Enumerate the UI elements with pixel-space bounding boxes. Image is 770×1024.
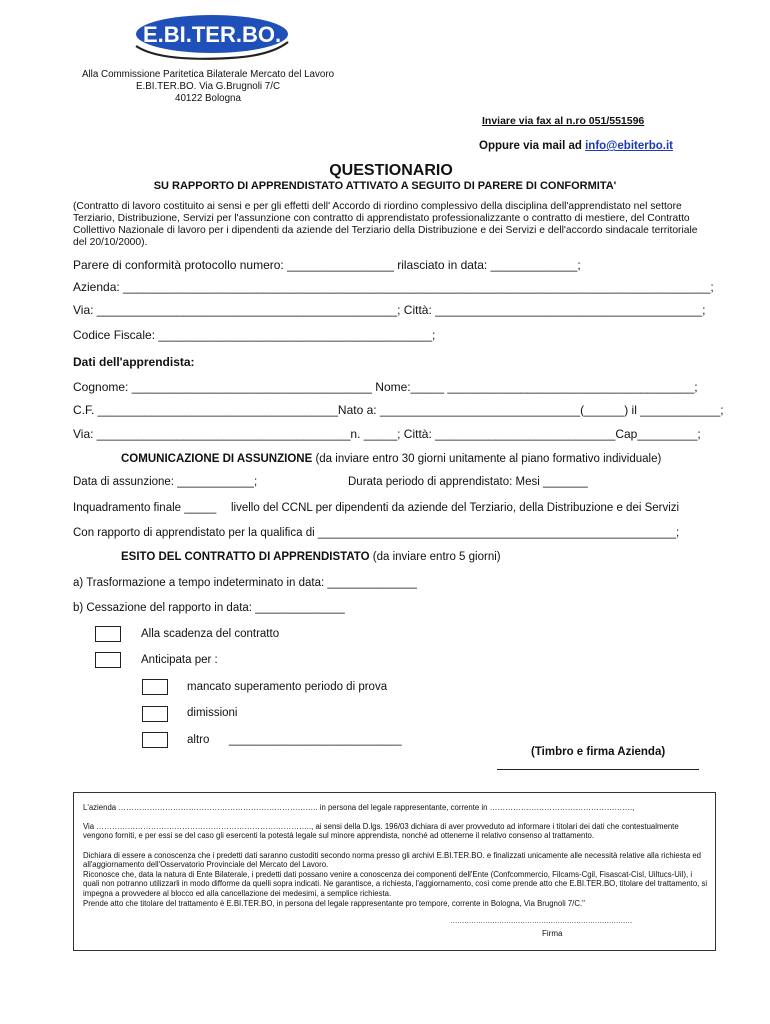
page-subtitle: SU RAPPORTO DI APPRENDISTATO ATTIVATO A SEGUITO DI PARERE DI CONFORMITA' bbox=[153, 180, 617, 192]
address-line-3: 40122 Bologna bbox=[175, 93, 241, 104]
azienda-field[interactable]: Azienda: ________________________________________________________________________________________; bbox=[73, 280, 714, 294]
firma-line[interactable]: …………………………………………………………………… bbox=[450, 916, 632, 925]
logo-graphic bbox=[130, 12, 292, 62]
address-line-1: Alla Commissione Paritetica Bilaterale Mercato del Lavoro bbox=[81, 69, 335, 80]
dimissioni-label: dimissioni bbox=[187, 707, 238, 719]
parere-field[interactable]: Parere di conformità protocollo numero: ________________ rilasciato in data: _____________; bbox=[73, 258, 581, 272]
cf-nascita-field[interactable]: C.F. ____________________________________Nato a: ______________________________(______) il ____________; bbox=[73, 403, 724, 417]
mail-link[interactable]: info@ebiterbo.it bbox=[585, 140, 673, 152]
apprendista-heading: Dati dell'apprendista: bbox=[73, 355, 195, 369]
cessazione-field[interactable]: b) Cessazione del rapporto in data: ______________ bbox=[73, 602, 345, 614]
altro-field[interactable]: ___________________________ bbox=[229, 734, 402, 746]
intro-paragraph: (Contratto di lavoro costituito ai sensi e per gli effetti dell' Accordo di riordino complessivo della disciplina dell'apprendistato nel settore Terziario, Distribuzione, Servizi per l'assunzione con contratto di apprendistato professionalizzante o contratto di mestiere, del Contratto Collettivo Nazionale di lavoro per i dipendenti da aziende del Terziario della Distribuzione e dei Servizi e dell'accordo sindacale territoriale del 20/10/2000). bbox=[73, 201, 698, 248]
mail-info bbox=[479, 140, 673, 152]
durata-field[interactable]: Durata periodo di apprendistato: Mesi _______ bbox=[348, 476, 588, 488]
scadenza-checkbox[interactable] bbox=[95, 626, 121, 642]
anticipata-label: Anticipata per : bbox=[141, 654, 218, 666]
timbro-signature-line[interactable] bbox=[497, 769, 699, 770]
indirizzo-apprendista-field[interactable]: Via: ______________________________________n. _____; Città: ___________________________Cap_________; bbox=[73, 427, 701, 441]
trasformazione-field[interactable]: a) Trasformazione a tempo indeterminato in data: ______________ bbox=[73, 577, 417, 589]
privacy-p2: Via ……………………………………………………………………….., ai sensi della D.lgs. 196/03 dichiara di aver provveduto ad informare i titolari dei dati che contestualmente vengono forniti, e per essi se del caso gli esercenti la potestà legale sul minore apprendista, nonché ad ottenerne il relativo consenso al trattamento. bbox=[83, 822, 679, 841]
privacy-p4: Riconosce che, data la natura di Ente Bilaterale, i predetti dati possano venire a conoscenza dei componenti dell'Ente (Confcommercio, Filcams-Cgil, Fisascat-Cisl, Uiltucs-Uil), i quali non potranno utilizzarli in modo difforme da quelli sopra indicati. Ne garantisce, a richiesta, l'aggiornamento, così come prende atto che E.BI.TER.BO, titolare del trattamento, si impegna a provvedere al blocco ed alla cancellazione dei medesimi, a semplice richiesta. bbox=[83, 870, 708, 898]
privacy-p3: Dichiara di essere a conoscenza che i predetti dati saranno custoditi secondo norma presso gli archivi E.BI.TER.BO. e finalizzati unicamente alle necessità relative alla richiesta ed all'aggiornamento dell'Osservatorio Provinciale del Mercato del Lavoro. bbox=[83, 851, 701, 870]
codice-fiscale-field[interactable]: Codice Fiscale: _________________________________________; bbox=[73, 328, 436, 342]
assunzione-note: (da inviare entro 30 giorni unitamente al piano formativo individuale) bbox=[315, 453, 662, 465]
address-line-2: E.BI.TER.BO. Via G.Brugnoli 7/C bbox=[135, 81, 281, 92]
anticipata-checkbox[interactable] bbox=[95, 652, 121, 668]
scadenza-label: Alla scadenza del contratto bbox=[141, 628, 280, 640]
esito-note: (da inviare entro 5 giorni) bbox=[372, 551, 501, 563]
mail-prefix: Oppure via mail ad bbox=[479, 140, 582, 152]
cognome-nome-field[interactable]: Cognome: ____________________________________ Nome:_____ _____________________________________; bbox=[73, 380, 698, 394]
prova-checkbox[interactable] bbox=[142, 679, 168, 695]
firma-label: Firma bbox=[542, 929, 563, 938]
ebiterbo-logo bbox=[130, 12, 292, 62]
privacy-p1: L'azienda ………………………………………………………………….. in persona del legale rappresentante, corrente in ………………………………………………., bbox=[83, 803, 635, 812]
esito-heading: ESITO DEL CONTRATTO DI APPRENDISTATO bbox=[121, 551, 370, 563]
assunzione-heading-row bbox=[121, 453, 661, 465]
assunzione-heading: COMUNICAZIONE DI ASSUNZIONE bbox=[121, 453, 313, 465]
via-field[interactable]: Via: _____________________________________________; Città: ________________________________________; bbox=[73, 303, 706, 317]
data-assunzione-field[interactable]: Data di assunzione: ____________; bbox=[73, 476, 258, 488]
inquadramento-field[interactable]: Inquadramento finale _____ bbox=[73, 502, 217, 514]
esito-heading-row bbox=[121, 551, 501, 563]
altro-label: altro bbox=[187, 734, 210, 746]
fax-info: Inviare via fax al n.ro 051/551596 bbox=[482, 115, 645, 127]
altro-checkbox[interactable] bbox=[142, 732, 168, 748]
qualifica-field[interactable]: Con rapporto di apprendistato per la qualifica di ________________________________________________________; bbox=[73, 527, 680, 539]
prova-label: mancato superamento periodo di prova bbox=[187, 681, 388, 693]
dimissioni-checkbox[interactable] bbox=[142, 706, 168, 722]
timbro-label: (Timbro e firma Azienda) bbox=[531, 746, 666, 758]
livello-ccnl-text: livello del CCNL per dipendenti da aziende del Terziario, della Distribuzione e dei Servizi bbox=[231, 502, 680, 514]
page-title: QUESTIONARIO bbox=[329, 162, 453, 179]
logo-text: E.BI.TER.BO. bbox=[142, 22, 282, 47]
privacy-p5: Prende atto che titolare del trattamento è E.BI.TER.BO, in persona del legale rappresentante pro tempore, corrente in Bologna, Via Brugnoli 7/C." bbox=[83, 899, 585, 908]
